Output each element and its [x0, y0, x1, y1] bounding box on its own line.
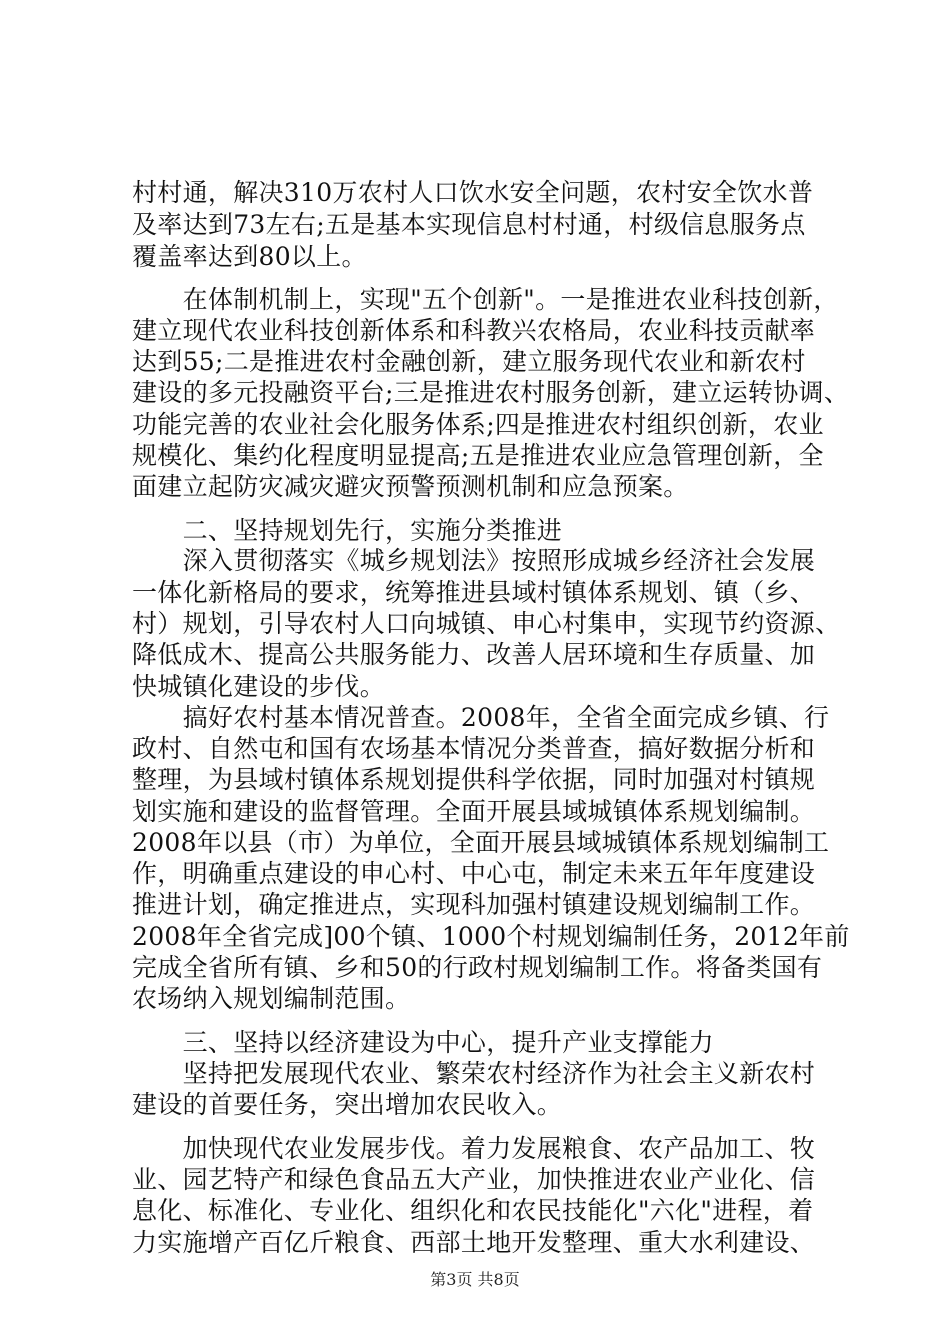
text-line: 业、园艺特产和绿色食品五大产业，加快推进农业产业化、信	[132, 1165, 816, 1194]
text-line: 功能完善的农业社会化服务体系;四是推进农村组织创新，农业	[132, 410, 824, 439]
text-line: 力实施增产百亿斤粮食、西部土地开发整理、重大水利建设、	[132, 1228, 816, 1257]
text-line: 达到55;二是推进农村金融创新，建立服务现代农业和新农村	[132, 347, 806, 376]
text-line: 政村、自然屯和国有农场基本情况分类普查，搞好数据分析和	[132, 734, 816, 763]
text-line: 作，明确重点建设的申心村、中心屯，制定未来五年年度建设	[132, 859, 816, 888]
text-line: 2008年全省完成]00个镇、1000个村规划编制任务，2012年前	[132, 922, 850, 951]
text-line: 推进计划，确定推进点，实现科加强村镇建设规划编制工作。	[132, 890, 816, 919]
text-line: 二、坚持规划先行，实施分类推进	[132, 516, 563, 545]
text-line: 面建立起防灾减灾避灾预警预测机制和应急预案。	[132, 472, 689, 501]
text-line: 建设的首要任务，突出增加农民收入。	[132, 1090, 563, 1119]
text-line: 坚持把发展现代农业、繁荣农村经济作为社会主义新农村	[132, 1059, 816, 1088]
text-line: 覆盖率达到80以上。	[132, 242, 367, 271]
text-line: 建设的多元投融资平台;三是推进农村服务创新，建立运转协调、	[132, 378, 850, 407]
text-line: 快城镇化建设的步伐。	[132, 672, 386, 701]
text-line: 搞好农村基本情况普查。2008年，全省全面完成乡镇、行	[132, 703, 830, 732]
text-line: 三、坚持以经济建设为中心，提升产业支撑能力	[132, 1028, 714, 1057]
text-line: 息化、标准化、专业化、组织化和农民技能化"六化"进程，着	[132, 1196, 814, 1225]
text-line: 完成全省所有镇、乡和50的行政村规划编制工作。将备类国有	[132, 953, 823, 982]
text-line: 2008年以县（市）为单位，全面开展县域城镇体系规划编制工	[132, 828, 830, 857]
text-line: 在体制机制上，实现"五个创新"。一是推进农业科技创新，	[132, 285, 839, 314]
text-line: 划实施和建设的监督管理。全面开展县域城镇体系规划编制。	[132, 797, 816, 826]
text-line: 深入贯彻落实《城乡规划法》按照形成城乡经济社会发展	[132, 546, 816, 575]
text-line: 降低成木、提高公共服务能力、改善人居环境和生存质量、加	[132, 640, 816, 669]
text-line: 整理，为县域村镇体系规划提供科学依据，同时加强对村镇规	[132, 765, 816, 794]
text-line: 农场纳入规划编制范围。	[132, 984, 411, 1013]
text-line: 加快现代农业发展步伐。着力发展粮食、农产品加工、牧	[132, 1134, 816, 1163]
text-line: 一体化新格局的要求，统筹推进县域村镇体系规划、镇（乡、	[132, 578, 816, 607]
text-line: 及率达到73左右;五是基本实现信息村村通，村级信息服务点	[132, 210, 806, 239]
text-line: 规模化、集约化程度明显提高;五是推进农业应急管理创新，全	[132, 441, 824, 470]
text-line: 村村通，解决310万农村人口饮水安全问题，农村安全饮水普	[132, 178, 814, 207]
text-line: 村）规划，引导农村人口向城镇、申心村集申，实现节约资源、	[132, 609, 841, 638]
text-line: 建立现代农业科技创新体系和科教兴农格局，农业科技贡献率	[132, 316, 816, 345]
page-footer: 第3页 共8页	[430, 1270, 520, 1289]
